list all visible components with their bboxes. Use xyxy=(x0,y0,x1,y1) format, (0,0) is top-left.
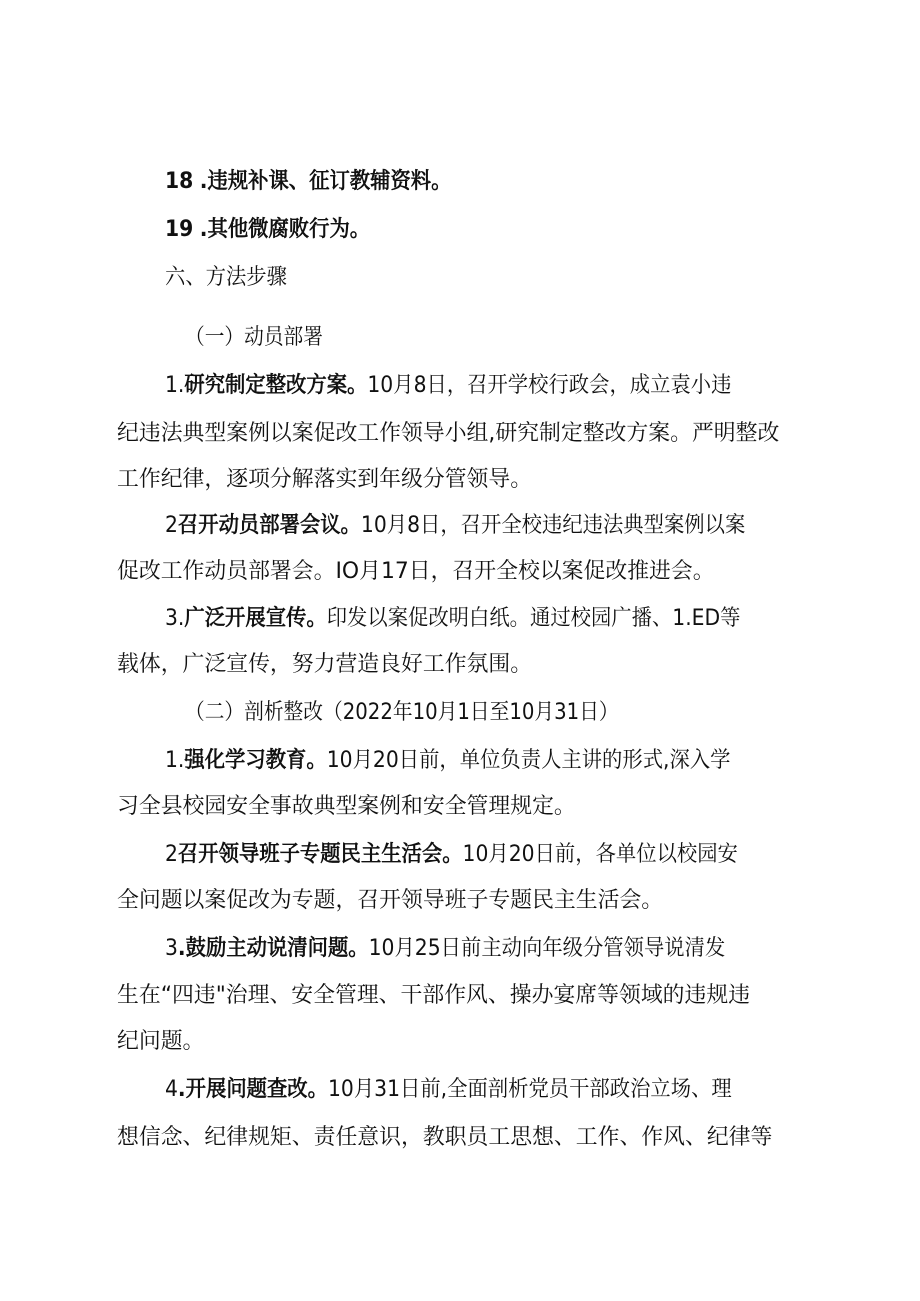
paragraph-text: 10月20日前，各单位以校园安 xyxy=(462,842,738,867)
paragraph-line xyxy=(165,746,812,776)
paragraph-line: 全问题以案促改为专题，召开领导班子专题民主生活会。 xyxy=(117,888,664,913)
paragraph-text: 10月20日前，单位负责人主讲的形式,深入学 xyxy=(326,748,731,773)
paragraph-line: 促改工作动员部署会。IO月17日，召开全校以案促改推进会。 xyxy=(117,559,715,584)
paragraph-line xyxy=(165,604,812,634)
subsection-heading-2: （二）剖析整改（2022年10月1日至10月31日） xyxy=(185,700,619,725)
paragraph-number: 2 xyxy=(165,513,178,538)
paragraph-line: 想信念、纪律规矩、责任意识，教职员工思想、工作、作风、纪律等 xyxy=(117,1125,773,1150)
list-item-18 xyxy=(165,167,812,197)
paragraph-title: 召开动员部署会议。 xyxy=(177,513,361,538)
list-item-19 xyxy=(165,215,812,245)
paragraph-text: 10月31日前,全面剖析党员干部政治立场、理 xyxy=(327,1077,732,1102)
section-heading: 六、方法步骤 xyxy=(165,265,287,290)
paragraph-line xyxy=(165,1075,812,1105)
item-number: 18 xyxy=(165,169,194,194)
paragraph-number: 2 xyxy=(165,842,178,867)
paragraph-line xyxy=(165,840,812,870)
paragraph-line: 习全县校园安全事故典型案例和安全管理规定。 xyxy=(117,794,576,819)
paragraph-title: 研究制定整改方案。 xyxy=(184,373,368,398)
item-number: 19 xyxy=(165,217,194,242)
paragraph-line xyxy=(165,934,812,964)
paragraph-number: 1. xyxy=(165,748,185,773)
paragraph-line: 纪违法典型案例以案促改工作领导小组,研究制定整改方案。严明整改 xyxy=(117,421,780,446)
paragraph-number: 1. xyxy=(165,373,185,398)
paragraph-text: 10月25日前主动向年级分管领导说清发 xyxy=(368,936,726,961)
paragraph-text: 10月8日，召开学校行政会，成立袁小违 xyxy=(367,373,732,398)
paragraph-line: 纪问题。 xyxy=(117,1029,205,1054)
paragraph-title: 广泛开展宣传。 xyxy=(184,606,327,631)
paragraph-number: 3. xyxy=(165,606,185,631)
paragraph-title: 召开领导班子专题民主生活会。 xyxy=(177,842,463,867)
paragraph-line: 生在“四违"治理、安全管理、干部作风、操办宴席等领域的违规违 xyxy=(117,983,751,1008)
paragraph-title: 强化学习教育。 xyxy=(184,748,327,773)
paragraph-text: 印发以案促改明白纸。通过校园广播、1.ED等 xyxy=(326,606,741,631)
paragraph-title: .鼓励主动说清问题。 xyxy=(177,936,369,961)
paragraph-line: 载体，广泛宣传，努力营造良好工作氛围。 xyxy=(117,652,533,677)
paragraph-line: 工作纪律，逐项分解落实到年级分管领导。 xyxy=(117,467,533,492)
item-text: .其他微腐败行为。 xyxy=(199,217,371,242)
paragraph-line xyxy=(165,371,812,401)
paragraph-number: 4 xyxy=(165,1077,178,1102)
paragraph-title: .开展问题查改。 xyxy=(177,1077,328,1102)
paragraph-number: 3 xyxy=(165,936,178,961)
item-text: .违规补课、征订教辅资料。 xyxy=(199,169,452,194)
paragraph-text: 10月8日，召开全校违纪违法典型案例以案 xyxy=(360,513,746,538)
paragraph-line xyxy=(165,511,812,541)
subsection-heading-1: （一）动员部署 xyxy=(185,325,323,350)
